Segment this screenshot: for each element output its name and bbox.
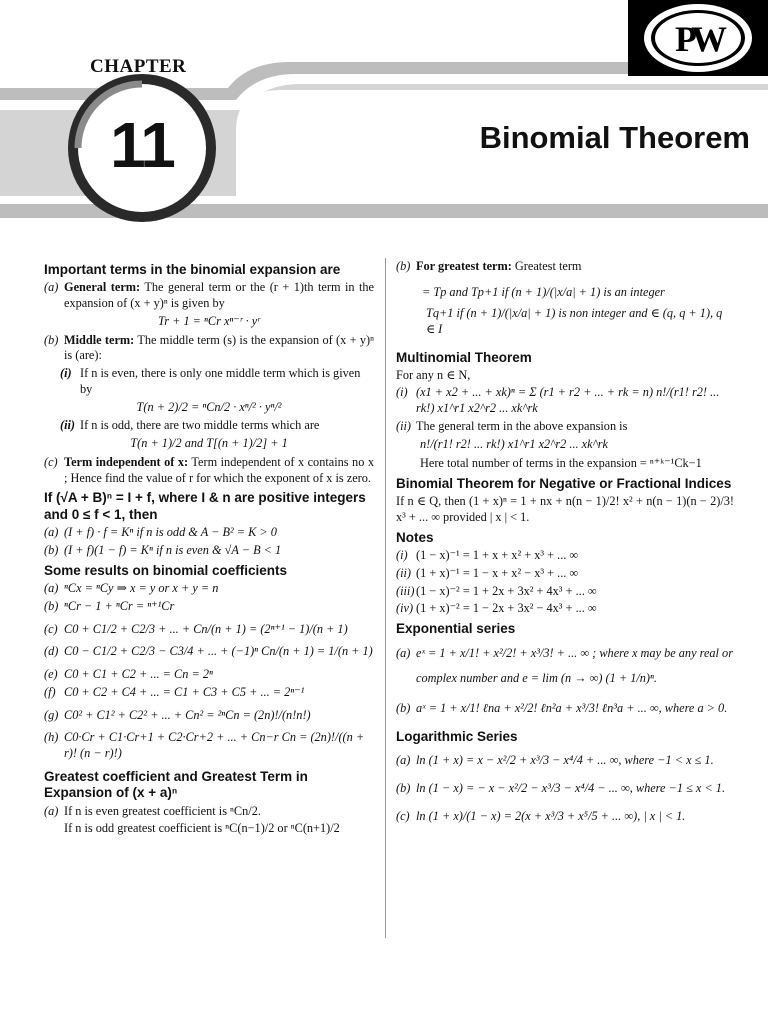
item-text: If n is odd greatest coefficient is ⁿC(n−1)/2 or ⁿC(n+1)/2 — [64, 821, 340, 836]
formula: Tq+1 if (n + 1)/(|x/a| + 1) is non integer and ∈ (q, q + 1), q ∈ I — [426, 306, 723, 337]
list-item — [44, 667, 374, 683]
item-marker: (a) — [396, 753, 411, 768]
chapter-header — [0, 0, 768, 225]
item-marker: (a) — [44, 803, 59, 818]
item-marker: (ii) — [396, 418, 412, 433]
section-heading-multinomial: Multinomial Theorem — [396, 349, 532, 365]
list-item — [396, 701, 734, 717]
item-text: Term independent of x contains no x ; Hence find the value of r for which the exponent of x is zero. — [64, 454, 374, 485]
formula: (I + f)(1 − f) = Kⁿ if n is even & √A − B < 1 — [64, 542, 282, 557]
term-label: For greatest term: — [416, 259, 512, 273]
list-item — [396, 385, 734, 416]
item-text: For any n ∈ N, — [396, 368, 471, 383]
list-item — [396, 566, 734, 582]
section-heading-negative-indices: Binomial Theorem for Negative or Fractional Indices — [396, 475, 732, 491]
item-marker: (b) — [396, 701, 411, 716]
item-marker: (h) — [44, 730, 59, 745]
formula: eˣ = 1 + x/1! + x²/2! + x³/3! + ... ∞ ; where x may be any real or — [416, 645, 733, 660]
formula: ⁿCx = ⁿCy ⇒ x = y or x + y = n — [64, 581, 219, 596]
list-item — [396, 259, 734, 275]
item-marker: (b) — [44, 598, 59, 613]
column-divider — [385, 258, 386, 938]
item-marker: (b) — [44, 542, 59, 557]
item-marker: (e) — [44, 667, 58, 682]
item-marker: (a) — [44, 280, 59, 295]
list-item — [44, 366, 374, 397]
formula: Tr + 1 = ⁿCr xⁿ⁻ʳ · yʳ — [158, 313, 260, 328]
item-marker: (f) — [44, 684, 56, 699]
chapter-label: CHAPTER — [90, 56, 187, 77]
item-marker: (b) — [396, 259, 411, 273]
section-heading-notes: Notes — [396, 529, 434, 545]
svg-text:PW: PW — [675, 19, 721, 59]
formula: (1 − x)⁻² = 1 + 2x + 3x² + 4x³ + ... ∞ — [416, 583, 597, 598]
list-item — [396, 601, 734, 617]
formula: complex number and e = lim (n → ∞) (1 + 1/n)ⁿ. — [416, 671, 657, 686]
formula: C0² + C1² + C2² + ... + Cn² = ²ⁿCn = (2n)!/(n!n!) — [64, 707, 311, 722]
list-item — [396, 753, 734, 769]
item-marker: (g) — [44, 707, 59, 722]
pw-logo-icon — [628, 0, 768, 76]
term-label: Middle term: — [64, 332, 135, 347]
item-marker: (iii) — [396, 583, 415, 598]
list-item — [396, 419, 734, 435]
list-item — [44, 622, 374, 638]
formula: ln (1 − x) = − x − x²/2 − x³/3 − x⁴/4 − ... ∞, where −1 ≤ x < 1. — [416, 781, 726, 796]
list-item — [396, 809, 734, 825]
formula: = Tp and Tp+1 if (n + 1)/(|x/a| + 1) is an integer — [422, 284, 665, 299]
chapter-number: 11 — [110, 109, 174, 181]
list-item — [44, 599, 374, 615]
item-marker: (a) — [44, 525, 59, 540]
formula: (1 + x)⁻² = 1 − 2x + 3x² − 4x³ + ... ∞ — [416, 601, 597, 616]
item-marker: (c) — [44, 454, 58, 469]
formula: C0·Cr + C1·Cr+1 + C2·Cr+2 + ... + Cn−r Cn = (2n)!/((n + r)! (n − r)!) — [64, 730, 365, 761]
list-item — [44, 644, 374, 660]
term-label: Term independent of x: — [64, 454, 189, 469]
list-item — [396, 646, 734, 662]
formula: (1 + x)⁻¹ = 1 − x + x² − x³ + ... ∞ — [416, 565, 579, 580]
item-text: If n is odd, there are two middle terms which are — [80, 418, 320, 433]
item-text: If n is even, there is only one middle term which is given by — [80, 366, 361, 396]
item-marker: (a) — [396, 645, 411, 660]
item-marker: (iv) — [396, 601, 414, 616]
item-text: If n is even greatest coefficient is ⁿCn/2. — [64, 803, 261, 818]
list-item — [44, 730, 374, 761]
item-marker: (a) — [44, 581, 59, 596]
item-text: The general term in the above expansion is — [416, 418, 628, 433]
item-marker: (i) — [60, 366, 72, 381]
item-text: Here total number of terms in the expansion = ⁿ⁺ᵏ⁻¹Ck−1 — [420, 456, 702, 471]
formula: C0 − C1/2 + C2/3 − C3/4 + ... + (−1)ⁿ Cn/(n + 1) = 1/(n + 1) — [64, 644, 373, 659]
item-text: The middle term (s) is the expansion of (x + y)ⁿ is (are): — [64, 332, 374, 363]
item-text: If n ∈ Q, then (1 + x)ⁿ = 1 + nx + n(n − 1)/2! x² + n(n − 1)(n − 2)/3! x³ + ... ∞ provided | x | < 1. — [396, 494, 734, 525]
formula: ln (1 + x)/(1 − x) = 2(x + x³/3 + x⁵/5 + ... ∞), | x | < 1. — [416, 808, 686, 823]
list-item — [44, 418, 374, 434]
list-item — [44, 804, 374, 820]
formula: T(n + 2)/2 = ⁿCn/2 · xⁿ/² · yⁿ/² — [136, 399, 282, 414]
formula: C0 + C1 + C2 + ... = Cn = 2ⁿ — [64, 667, 213, 682]
list-item — [44, 455, 374, 486]
section-heading-important-terms: Important terms in the binomial expansion are — [44, 262, 341, 277]
item-marker: (ii) — [396, 565, 412, 580]
list-item — [396, 584, 734, 600]
list-item — [396, 548, 734, 564]
item-marker: (c) — [396, 808, 410, 823]
formula: ln (1 + x) = x − x²/2 + x³/3 − x⁴/4 + ... ∞, where −1 < x ≤ 1. — [416, 753, 714, 768]
section-heading-exponential: Exponential series — [396, 621, 516, 637]
item-text: Greatest term — [514, 259, 582, 273]
formula: C0 + C2 + C4 + ... = C1 + C3 + C5 + ... = 2ⁿ⁻¹ — [64, 684, 305, 699]
formula: (I + f) · f = Kⁿ if n is odd & A − B² = K > 0 — [64, 525, 277, 540]
item-marker: (d) — [44, 644, 59, 659]
list-item — [44, 543, 374, 559]
right-column — [396, 258, 734, 829]
item-marker: (b) — [44, 332, 59, 347]
formula: C0 + C1/2 + C2/3 + ... + Cn/(n + 1) = (2ⁿ⁺¹ − 1)/(n + 1) — [64, 621, 348, 636]
formula: n!/(r1! r2! ... rk!) x1^r1 x2^r2 ... xk^rk — [420, 437, 609, 452]
list-item — [396, 781, 734, 797]
item-marker: (b) — [396, 781, 411, 796]
list-item — [44, 525, 374, 541]
formula: (1 − x)⁻¹ = 1 + x + x² + x³ + ... ∞ — [416, 548, 579, 563]
item-marker: (i) — [396, 385, 408, 400]
list-item — [44, 333, 374, 364]
item-text: The general term or the (r + 1)th term in the expansion of (x + y)ⁿ is given by — [64, 280, 374, 311]
formula: aˣ = 1 + x/1! ℓna + x²/2! ℓn²a + x³/3! ℓn³a + ... ∞, where a > 0. — [416, 701, 728, 716]
item-marker: (ii) — [60, 418, 76, 433]
term-label: General term: — [64, 280, 141, 295]
section-heading-greatest: Greatest coefficient and Greatest Term in Expansion of (x + a)ⁿ — [44, 768, 308, 801]
formula: T(n + 1)/2 and T[(n + 1)/2] + 1 — [130, 436, 288, 451]
section-heading-logarithmic: Logarithmic Series — [396, 728, 518, 744]
section-heading-if: If (√A + B)ⁿ = I + f, where I & n are positive integers and 0 ≤ f < 1, then — [44, 490, 366, 522]
item-marker: (c) — [44, 621, 58, 636]
list-item — [44, 581, 374, 597]
item-marker: (i) — [396, 548, 408, 563]
formula: ⁿCr − 1 + ⁿCr = ⁿ⁺¹Cr — [64, 598, 175, 613]
list-item — [44, 685, 374, 701]
section-heading-results: Some results on binomial coefficients — [44, 562, 288, 578]
formula: (x1 + x2 + ... + xk)ⁿ = Σ (r1 + r2 + ... + rk = n) n!/(r1! r2! ... rk!) x1^r1 x2^r2 ... xk^rk — [416, 385, 720, 415]
list-item — [44, 280, 374, 311]
pw-logo — [628, 0, 768, 76]
list-item — [44, 708, 374, 724]
chapter-title: Binomial Theorem — [479, 120, 750, 155]
left-column — [44, 258, 374, 838]
